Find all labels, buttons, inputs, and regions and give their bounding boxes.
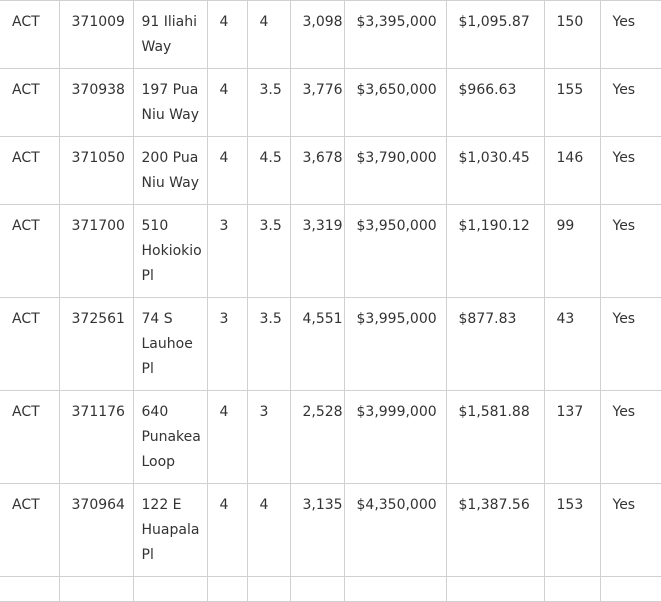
status-cell: ACT	[0, 69, 59, 137]
status-cell: ACT	[0, 137, 59, 205]
price-cell: $3,650,000	[344, 69, 446, 137]
table-row	[0, 391, 661, 484]
bedrooms-cell: 4	[207, 1, 247, 69]
bathrooms-cell: 4.5	[247, 137, 290, 205]
empty-cell	[247, 577, 290, 602]
empty-cell	[600, 577, 661, 602]
price-cell: $3,950,000	[344, 205, 446, 298]
price-per-sqft-cell: $1,190.12	[446, 205, 544, 298]
price-per-sqft-cell: $1,095.87	[446, 1, 544, 69]
status-cell: ACT	[0, 205, 59, 298]
flag-cell: Yes	[600, 484, 661, 577]
days-on-market-cell: 153	[544, 484, 600, 577]
price-cell: $3,790,000	[344, 137, 446, 205]
status-cell: ACT	[0, 391, 59, 484]
bathrooms-cell: 3.5	[247, 69, 290, 137]
square-feet-cell: 3,776	[290, 69, 344, 137]
empty-cell	[344, 577, 446, 602]
table-row-partial	[0, 577, 661, 602]
days-on-market-cell: 43	[544, 298, 600, 391]
price-cell: $3,999,000	[344, 391, 446, 484]
status-cell: ACT	[0, 298, 59, 391]
empty-cell	[544, 577, 600, 602]
bedrooms-cell: 3	[207, 298, 247, 391]
empty-cell	[59, 577, 133, 602]
empty-cell	[207, 577, 247, 602]
address-cell: 640 Punakea Loop	[133, 391, 207, 484]
bathrooms-cell: 3.5	[247, 298, 290, 391]
flag-cell: Yes	[600, 205, 661, 298]
empty-cell	[133, 577, 207, 602]
square-feet-cell: 2,528	[290, 391, 344, 484]
table-row	[0, 1, 661, 69]
flag-cell: Yes	[600, 137, 661, 205]
bedrooms-cell: 4	[207, 69, 247, 137]
table-row	[0, 205, 661, 298]
price-cell: $4,350,000	[344, 484, 446, 577]
price-per-sqft-cell: $966.63	[446, 69, 544, 137]
bathrooms-cell: 3	[247, 391, 290, 484]
mls-number-cell: 370938	[59, 69, 133, 137]
address-cell: 200 Pua Niu Way	[133, 137, 207, 205]
table-row	[0, 298, 661, 391]
flag-cell: Yes	[600, 69, 661, 137]
days-on-market-cell: 99	[544, 205, 600, 298]
mls-number-cell: 371700	[59, 205, 133, 298]
mls-number-cell: 371176	[59, 391, 133, 484]
bathrooms-cell: 3.5	[247, 205, 290, 298]
square-feet-cell: 3,098	[290, 1, 344, 69]
bathrooms-cell: 4	[247, 1, 290, 69]
days-on-market-cell: 150	[544, 1, 600, 69]
bedrooms-cell: 4	[207, 391, 247, 484]
square-feet-cell: 4,551	[290, 298, 344, 391]
bedrooms-cell: 3	[207, 205, 247, 298]
square-feet-cell: 3,319	[290, 205, 344, 298]
days-on-market-cell: 137	[544, 391, 600, 484]
status-cell: ACT	[0, 484, 59, 577]
address-cell: 510 Hokiokio Pl	[133, 205, 207, 298]
table-row	[0, 484, 661, 577]
days-on-market-cell: 146	[544, 137, 600, 205]
flag-cell: Yes	[600, 1, 661, 69]
price-per-sqft-cell: $1,581.88	[446, 391, 544, 484]
flag-cell: Yes	[600, 298, 661, 391]
price-per-sqft-cell: $1,387.56	[446, 484, 544, 577]
price-per-sqft-cell: $877.83	[446, 298, 544, 391]
flag-cell: Yes	[600, 391, 661, 484]
empty-cell	[0, 577, 59, 602]
bedrooms-cell: 4	[207, 484, 247, 577]
address-cell: 91 Iliahi Way	[133, 1, 207, 69]
address-cell: 197 Pua Niu Way	[133, 69, 207, 137]
bedrooms-cell: 4	[207, 137, 247, 205]
status-cell: ACT	[0, 1, 59, 69]
table-row	[0, 69, 661, 137]
address-cell: 74 S Lauhoe Pl	[133, 298, 207, 391]
square-feet-cell: 3,678	[290, 137, 344, 205]
mls-number-cell: 371009	[59, 1, 133, 69]
mls-number-cell: 370964	[59, 484, 133, 577]
empty-cell	[446, 577, 544, 602]
mls-number-cell: 371050	[59, 137, 133, 205]
square-feet-cell: 3,135	[290, 484, 344, 577]
days-on-market-cell: 155	[544, 69, 600, 137]
address-cell: 122 E Huapala Pl	[133, 484, 207, 577]
price-cell: $3,995,000	[344, 298, 446, 391]
empty-cell	[290, 577, 344, 602]
price-per-sqft-cell: $1,030.45	[446, 137, 544, 205]
bathrooms-cell: 4	[247, 484, 290, 577]
table-row	[0, 137, 661, 205]
price-cell: $3,395,000	[344, 1, 446, 69]
mls-number-cell: 372561	[59, 298, 133, 391]
